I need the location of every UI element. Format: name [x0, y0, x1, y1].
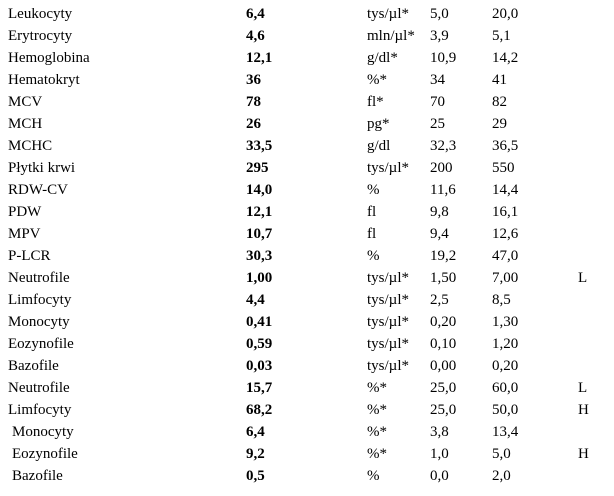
result-value: 78 — [246, 94, 261, 110]
reference-max: 7,00 — [492, 270, 519, 286]
reference-max: 60,0 — [492, 380, 519, 396]
result-value: 26 — [246, 116, 261, 132]
result-value: 36 — [246, 72, 261, 88]
result-unit: %* — [367, 424, 387, 440]
result-value: 10,7 — [246, 226, 273, 242]
reference-min: 5,0 — [430, 6, 449, 22]
reference-min: 19,2 — [430, 248, 457, 264]
reference-min: 25,0 — [430, 380, 457, 396]
reference-min: 1,50 — [430, 270, 457, 286]
reference-max: 1,30 — [492, 314, 519, 330]
result-unit: %* — [367, 72, 387, 88]
result-row — [0, 443, 614, 465]
result-unit: fl — [367, 226, 377, 242]
result-unit: tys/µl* — [367, 160, 409, 176]
reference-min: 32,3 — [430, 138, 457, 154]
reference-max: 5,1 — [492, 28, 511, 44]
result-value: 295 — [246, 160, 269, 176]
reference-min: 70 — [430, 94, 445, 110]
reference-min: 11,6 — [430, 182, 456, 198]
result-value: 0,03 — [246, 358, 273, 374]
test-name: PDW — [8, 204, 42, 220]
reference-min: 10,9 — [430, 50, 457, 66]
result-row — [0, 223, 614, 245]
result-unit: tys/µl* — [367, 6, 409, 22]
reference-min: 0,20 — [430, 314, 457, 330]
result-row — [0, 201, 614, 223]
reference-max: 550 — [492, 160, 515, 176]
test-name: P-LCR — [8, 248, 51, 264]
result-row — [0, 47, 614, 69]
result-row — [0, 399, 614, 421]
abnormal-flag: L — [578, 270, 588, 286]
reference-max: 29 — [492, 116, 507, 132]
result-unit: % — [367, 182, 380, 198]
result-value: 4,6 — [246, 28, 265, 44]
test-name: Limfocyty — [8, 402, 72, 418]
abnormal-flag: H — [578, 446, 589, 462]
test-name: Monocyty — [12, 424, 74, 440]
test-name: Bazofile — [8, 358, 59, 374]
result-value: 33,5 — [246, 138, 273, 154]
reference-max: 41 — [492, 72, 507, 88]
result-unit: tys/µl* — [367, 292, 409, 308]
reference-min: 0,0 — [430, 468, 449, 484]
result-unit: tys/µl* — [367, 358, 409, 374]
result-row — [0, 69, 614, 91]
result-value: 12,1 — [246, 204, 273, 220]
result-value: 14,0 — [246, 182, 273, 198]
test-name: Hematokryt — [8, 72, 80, 88]
reference-min: 1,0 — [430, 446, 449, 462]
result-unit: mln/µl* — [367, 28, 415, 44]
result-unit: fl* — [367, 94, 384, 110]
test-name: RDW-CV — [8, 182, 68, 198]
result-row — [0, 113, 614, 135]
reference-max: 5,0 — [492, 446, 511, 462]
reference-max: 47,0 — [492, 248, 519, 264]
test-name: Neutrofile — [8, 270, 70, 286]
result-row — [0, 289, 614, 311]
result-unit: g/dl — [367, 138, 391, 154]
result-value: 0,41 — [246, 314, 273, 330]
reference-max: 13,4 — [492, 424, 519, 440]
reference-max: 14,2 — [492, 50, 519, 66]
result-unit: % — [367, 468, 380, 484]
result-unit: g/dl* — [367, 50, 398, 66]
result-row — [0, 333, 614, 355]
reference-min: 0,10 — [430, 336, 457, 352]
result-unit: %* — [367, 446, 387, 462]
abnormal-flag: L — [578, 380, 588, 396]
test-name: MCHC — [8, 138, 53, 154]
result-row — [0, 179, 614, 201]
result-row — [0, 421, 614, 443]
test-name: Bazofile — [12, 468, 63, 484]
test-name: Płytki krwi — [8, 160, 76, 176]
result-row — [0, 135, 614, 157]
result-unit: fl — [367, 204, 377, 220]
result-value: 9,2 — [246, 446, 265, 462]
result-row — [0, 355, 614, 377]
test-name: Neutrofile — [8, 380, 70, 396]
reference-min: 25 — [430, 116, 445, 132]
test-name: Erytrocyty — [8, 28, 73, 44]
result-row — [0, 267, 614, 289]
result-unit: % — [367, 248, 380, 264]
reference-max: 1,20 — [492, 336, 519, 352]
reference-min: 3,9 — [430, 28, 449, 44]
reference-max: 8,5 — [492, 292, 511, 308]
test-name: Leukocyty — [8, 6, 73, 22]
result-row — [0, 465, 614, 487]
test-name: Hemoglobina — [8, 50, 90, 66]
reference-min: 9,8 — [430, 204, 449, 220]
result-unit: %* — [367, 380, 387, 396]
result-unit: %* — [367, 402, 387, 418]
reference-max: 16,1 — [492, 204, 519, 220]
reference-max: 12,6 — [492, 226, 519, 242]
test-name: Monocyty — [8, 314, 70, 330]
reference-max: 0,20 — [492, 358, 519, 374]
result-value: 1,00 — [246, 270, 273, 286]
reference-max: 14,4 — [492, 182, 519, 198]
reference-min: 3,8 — [430, 424, 449, 440]
abnormal-flag: H — [578, 402, 589, 418]
result-row — [0, 311, 614, 333]
result-unit: pg* — [367, 116, 390, 132]
reference-max: 82 — [492, 94, 507, 110]
reference-min: 25,0 — [430, 402, 457, 418]
result-row — [0, 3, 614, 25]
reference-min: 200 — [430, 160, 453, 176]
test-name: Limfocyty — [8, 292, 72, 308]
result-row — [0, 245, 614, 267]
reference-min: 9,4 — [430, 226, 449, 242]
test-name: MCH — [8, 116, 43, 132]
result-value: 15,7 — [246, 380, 273, 396]
reference-max: 36,5 — [492, 138, 519, 154]
result-value: 0,59 — [246, 336, 273, 352]
result-value: 6,4 — [246, 6, 265, 22]
test-name: MCV — [8, 94, 43, 110]
reference-min: 34 — [430, 72, 445, 88]
reference-max: 50,0 — [492, 402, 519, 418]
result-unit: tys/µl* — [367, 336, 409, 352]
test-name: MPV — [8, 226, 41, 242]
result-row — [0, 377, 614, 399]
result-unit: tys/µl* — [367, 270, 409, 286]
result-value: 4,4 — [246, 292, 265, 308]
result-value: 12,1 — [246, 50, 273, 66]
result-value: 68,2 — [246, 402, 273, 418]
result-value: 6,4 — [246, 424, 265, 440]
result-unit: tys/µl* — [367, 314, 409, 330]
reference-max: 20,0 — [492, 6, 519, 22]
test-name: Eozynofile — [8, 336, 74, 352]
result-row — [0, 91, 614, 113]
reference-min: 0,00 — [430, 358, 457, 374]
result-value: 30,3 — [246, 248, 273, 264]
result-row — [0, 157, 614, 179]
result-value: 0,5 — [246, 468, 265, 484]
reference-min: 2,5 — [430, 292, 449, 308]
result-row — [0, 25, 614, 47]
reference-max: 2,0 — [492, 468, 511, 484]
test-name: Eozynofile — [12, 446, 78, 462]
